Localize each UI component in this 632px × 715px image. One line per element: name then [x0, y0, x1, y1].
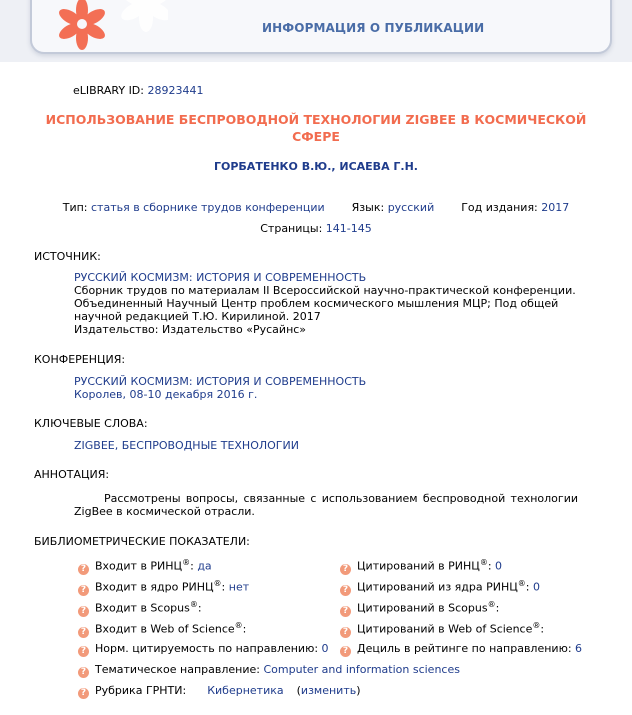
metric-thematic: ? Тематическое направление: Computer and information sciences [78, 663, 460, 677]
pages-value: 141-145 [325, 222, 372, 235]
keyword-link-zigbee[interactable]: ZIGBEE [74, 439, 115, 452]
question-circle-icon[interactable]: ? [340, 646, 351, 657]
page-header [0, 0, 632, 62]
question-circle-icon[interactable]: ? [340, 564, 351, 575]
metric-rinc-core-value: нет [228, 580, 250, 594]
publication-authors[interactable]: ГОРБАТЕНКО В.Ю., ИСАЕВА Г.Н. [214, 160, 418, 173]
metric-thematic-value: Computer and information sciences [263, 663, 460, 676]
question-circle-icon[interactable]: ? [78, 585, 89, 596]
metric-cite-core: ? Цитирований из ядра РИНЦ®: 0 [340, 579, 540, 593]
question-circle-icon[interactable]: ? [78, 667, 89, 678]
metric-scopus-in: ? Входит в Scopus®: [78, 600, 202, 614]
type-value: статья в сборнике трудов конференции [91, 201, 325, 214]
source-publisher: Издательство: Издательство «Русайнс» [74, 323, 307, 336]
metric-rinc-core: ? Входит в ядро РИНЦ®: нет [78, 579, 249, 593]
metric-cite-scopus: ? Цитирований в Scopus®: [340, 600, 499, 614]
language-value: русский [387, 201, 435, 214]
source-description: Сборник трудов по материалам II Всероссийской научно-практической конференции. Объединенный Научный Центр проблем космического мышления МЦР; Под общей научной редакцией Т.Ю. Кирилиной. 2017 [74, 284, 576, 323]
conference-place-date: Королев, 08-10 декабря 2016 г. [74, 388, 258, 401]
elibrary-id-link[interactable]: 28923441 [147, 84, 204, 97]
keywords-block [74, 439, 594, 452]
annotation-text: Рассмотрены вопросы, связанные с использованием беспроводной технологии ZigBee в космической отрасли. [74, 492, 578, 518]
metric-rinc-in-value: да [197, 559, 212, 573]
metric-cite-wos: ? Цитирований в Web of Science®: [340, 621, 544, 635]
metric-grnti-value: Кибернетика [207, 684, 284, 697]
question-circle-icon[interactable]: ? [78, 688, 89, 699]
question-circle-icon[interactable]: ? [78, 606, 89, 617]
year-label: Год издания: [461, 201, 538, 214]
metric-cite-rinc-value: 0 [495, 559, 503, 573]
conference-block [74, 375, 594, 401]
question-circle-icon[interactable]: ? [340, 627, 351, 638]
pages-row [0, 222, 632, 235]
question-circle-icon[interactable]: ? [78, 564, 89, 575]
elibrary-id-label: eLIBRARY ID: [73, 84, 144, 97]
keywords-label: КЛЮЧЕВЫЕ СЛОВА: [34, 417, 148, 430]
metric-rinc-in: ? Входит в РИНЦ®: да [78, 558, 212, 572]
type-label: Тип: [62, 201, 88, 214]
metric-grnti: ? Рубрика ГРНТИ: Кибернетика (изменить) [78, 684, 361, 698]
question-circle-icon[interactable]: ? [78, 627, 89, 638]
language-label: Язык: [351, 201, 385, 214]
metric-cite-core-value: 0 [533, 580, 540, 594]
annotation-label: АННОТАЦИЯ: [34, 468, 110, 481]
metric-cite-rinc: ? Цитирований в РИНЦ®: 0 [340, 558, 502, 572]
metric-wos-in: ? Входит в Web of Science®: [78, 621, 246, 635]
header-title: ИНФОРМАЦИЯ О ПУБЛИКАЦИИ [262, 21, 485, 35]
metrics-label: БИБЛИОМЕТРИЧЕСКИЕ ПОКАЗАТЕЛИ: [34, 535, 250, 548]
publication-title: ИСПОЛЬЗОВАНИЕ БЕСПРОВОДНОЙ ТЕХНОЛОГИИ ZIGBEE В КОСМИЧЕСКОЙ СФЕРЕ [45, 112, 587, 144]
source-block [74, 271, 594, 336]
source-label: ИСТОЧНИК: [34, 250, 101, 263]
keyword-link-wireless[interactable]: БЕСПРОВОДНЫЕ ТЕХНОЛОГИИ [121, 439, 299, 452]
metric-norm-cite-value: 0 [321, 642, 329, 655]
flower-logo-icon [58, 0, 168, 66]
source-link[interactable]: РУССКИЙ КОСМИЗМ: ИСТОРИЯ И СОВРЕМЕННОСТЬ [74, 271, 367, 284]
keyword-separator: , [114, 439, 122, 452]
year-value: 2017 [541, 201, 570, 214]
pages-label: Страницы: [260, 222, 323, 235]
question-circle-icon[interactable]: ? [78, 646, 89, 657]
conference-link[interactable]: РУССКИЙ КОСМИЗМ: ИСТОРИЯ И СОВРЕМЕННОСТЬ [74, 375, 367, 388]
metric-decile-value: 6 [575, 642, 583, 655]
elibrary-id-row [73, 84, 203, 97]
metric-decile: ? Дециль в рейтинге по направлению: 6 [340, 642, 582, 656]
grnti-change-link[interactable]: изменить [300, 684, 357, 697]
metric-norm-cite: ? Норм. цитируемость по направлению: 0 [78, 642, 329, 656]
publication-meta-row [0, 201, 632, 214]
conference-label: КОНФЕРЕНЦИЯ: [34, 353, 126, 366]
question-circle-icon[interactable]: ? [340, 606, 351, 617]
question-circle-icon[interactable]: ? [340, 585, 351, 596]
